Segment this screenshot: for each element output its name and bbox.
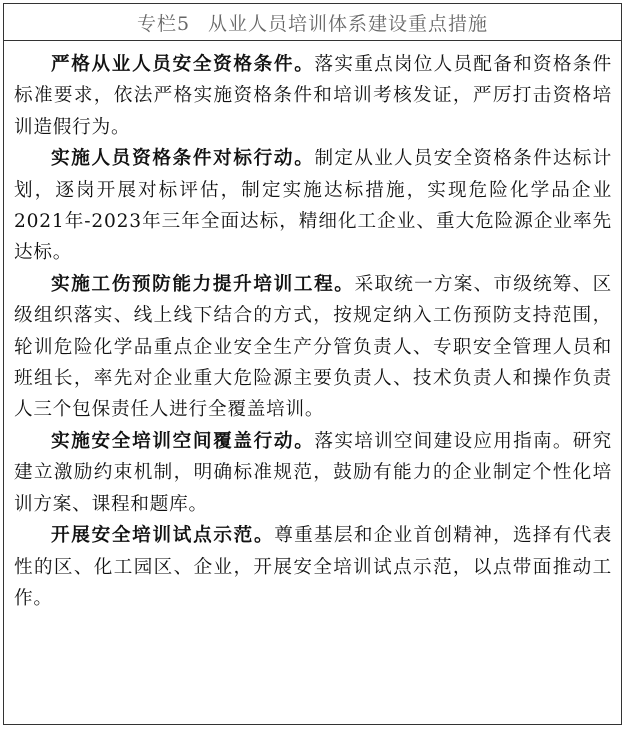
measure-text: 制定从业人员安全资格条件达标计划，逐岗开展对标评估，制定实施达标措施，实现危险化学品企业2021年-2023年三年全面达标，精细化工企业、重大危险源企业率先达标。 [14, 148, 612, 264]
measure-paragraph-3 [14, 269, 612, 426]
measure-paragraph-1 [14, 49, 612, 143]
measure-heading: 实施人员资格条件对标行动。 [51, 148, 315, 170]
measure-text: 落实重点岗位人员配备和资格条件标准要求，依法严格实施资格条件和培训考核发证，严厉打击资格培训造假行为。 [14, 54, 612, 138]
measure-heading: 实施工伤预防能力提升培训工程。 [51, 273, 355, 295]
column-label: 专栏5 [136, 12, 191, 35]
measure-heading: 严格从业人员安全资格条件。 [51, 54, 315, 75]
column-title: 从业人员培训体系建设重点措施 [208, 12, 489, 35]
measure-paragraph-5 [14, 520, 612, 614]
measure-heading: 开展安全培训试点示范。 [51, 525, 275, 547]
measure-paragraph-4 [14, 426, 612, 520]
column-header [4, 4, 621, 41]
measure-text: 尊重基层和企业首创精神，选择有代表性的区、化工园区、企业，开展安全培训试点示范，以点带面推动工作。 [14, 525, 612, 609]
measure-paragraph-2 [14, 143, 612, 269]
measure-text: 落实培训空间建设应用指南。研究建立激励约束机制，明确标准规范，鼓励有能力的企业制定个性化培训方案、课程和题库。 [14, 430, 612, 515]
column-box [3, 3, 622, 725]
measure-text: 采取统一方案、市级统筹、区级组织落实、线上线下结合的方式，按规定纳入工伤预防支持范围，轮训危险化学品重点企业安全生产分管负责人、专职安全管理人员和班组长，率先对企业重大危险源主要负责人、技术负责人和操作负责人三个包保责任人进行全覆盖培训。 [14, 273, 612, 421]
column-body [4, 41, 621, 614]
measure-heading: 实施安全培训空间覆盖行动。 [51, 430, 315, 452]
